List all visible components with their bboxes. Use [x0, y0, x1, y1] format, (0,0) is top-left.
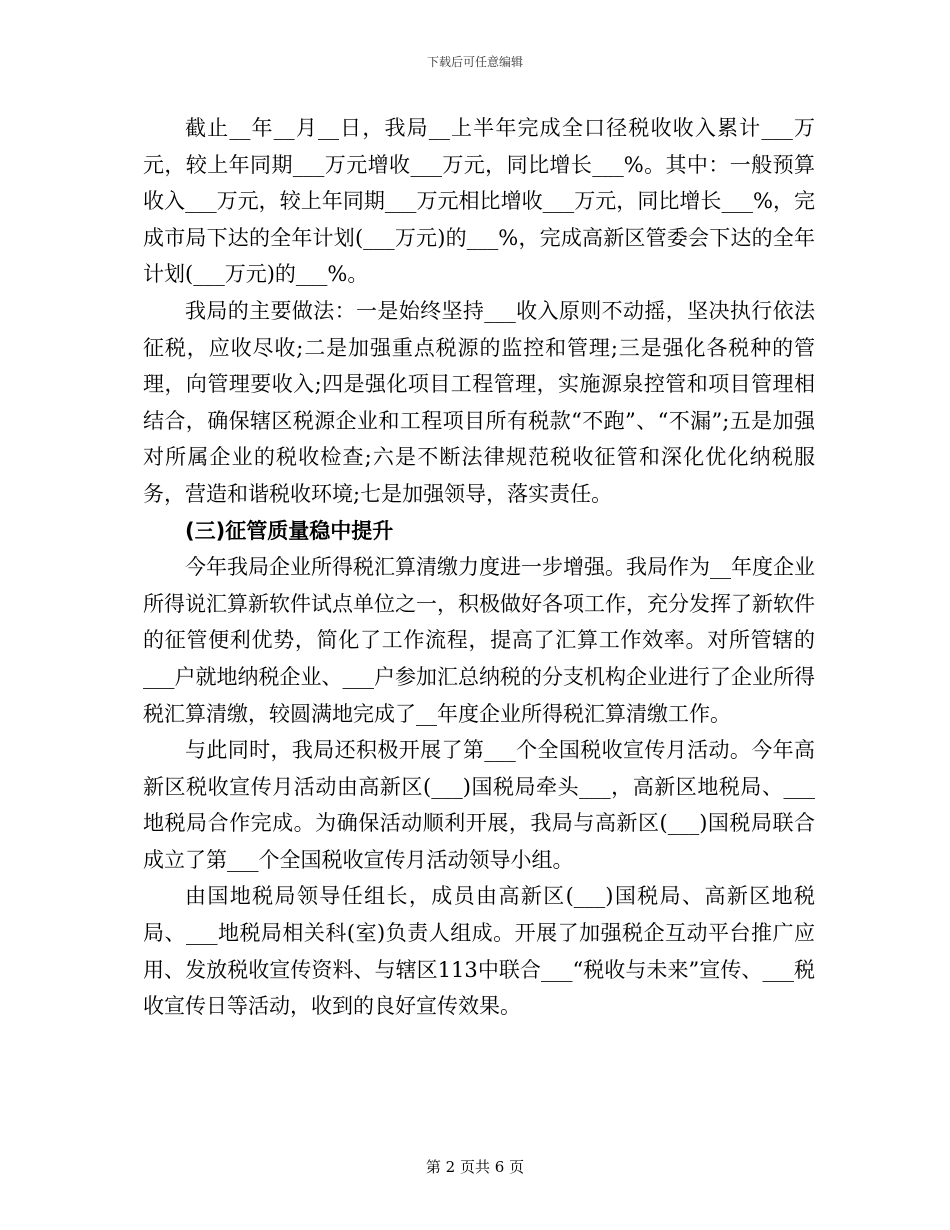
document-body [143, 110, 815, 1025]
paragraph-publicity-month: 与此同时，我局还积极开展了第___个全国税收宣传月活动。今年高新区税收宣传月活动由高新区(___)国税局牵头___，高新区地税局、___地税局合作完成。为确保活动顺利开展，我局与高新区(___)国税局联合成立了第___个全国税收宣传月活动领导小组。 [143, 738, 815, 872]
paragraph-income-tax: 今年我局企业所得税汇算清缴力度进一步增强。我局作为__年度企业所得说汇算新软件试点单位之一，积极做好各项工作，充分发挥了新软件的征管便利优势，简化了工作流程，提高了汇算工作效率。对所管辖的___户就地纳税企业、___户参加汇总纳税的分支机构企业进行了企业所得税汇算清缴，较圆满地完成了__年度企业所得税汇算清缴工作。 [143, 555, 815, 726]
paragraph-revenue-summary: 截止__年__月__日，我局__上半年完成全口径税收收入累计___万元，较上年同期___万元增收___万元，同比增长___%。其中：一般预算收入___万元，较上年同期___万元相比增收___万元，同比增长___%，完成市局下达的全年计划(___万元)的___%，完成高新区管委会下达的全年计划(___万元)的___%。 [143, 116, 815, 287]
page-header-note: 下载后可任意编辑 [426, 55, 523, 69]
paragraph-main-measures: 我局的主要做法：一是始终坚持___收入原则不动摇，坚决执行依法征税，应收尽收;二是加强重点税源的监控和管理;三是强化各税种的管理，向管理要收入;四是强化项目工程管理，实施源泉控管和项目管理相结合，确保辖区税源企业和工程项目所有税款“不跑”、“不漏”;五是加强对所属企业的税收检查;六是不断法律规范税收征管和深化优化纳税服务，营造和谐税收环境;七是加强领导，落实责任。 [143, 298, 815, 506]
page-number: 第 2 页共 6 页 [425, 1158, 525, 1176]
section-heading: (三)征管质量稳中提升 [185, 518, 394, 543]
paragraph-activities: 由国地税局领导任组长，成员由高新区(___)国税局、高新区地税局、___地税局相关科(室)负责人组成。开展了加强税企互动平台推广应用、发放税收宣传资料、与辖区113中联合___“税收与未来”宣传、___税收宣传日等活动，收到的良好宣传效果。 [143, 884, 815, 1019]
